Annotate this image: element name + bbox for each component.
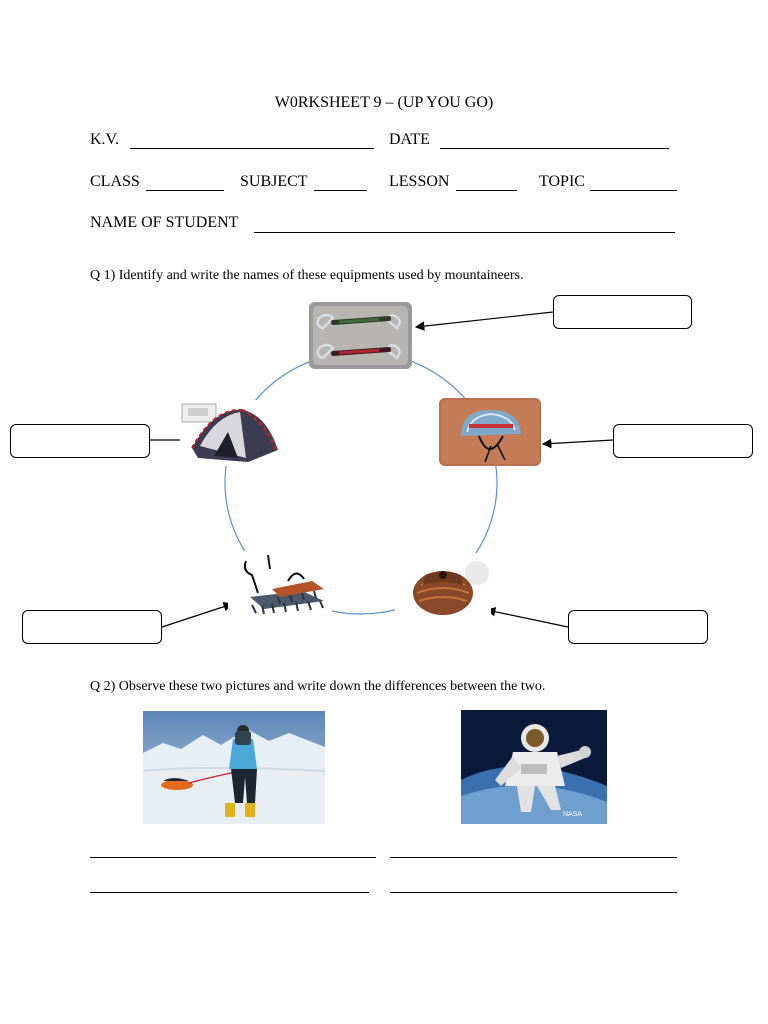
arrow-carabiner (416, 312, 553, 327)
answer-box-rope[interactable] (568, 610, 708, 644)
rope-coil-icon (395, 553, 491, 619)
date-label: DATE (389, 131, 430, 148)
answer-box-helmet[interactable] (613, 424, 753, 458)
tent-icon (180, 400, 281, 466)
answer-line-left-2[interactable] (90, 892, 369, 893)
kv-label: K.V. (90, 131, 120, 148)
arrow-crampons (162, 604, 232, 627)
helmet-icon (439, 398, 541, 466)
topic-label: TOPIC (539, 173, 585, 190)
lesson-label: LESSON (389, 173, 450, 190)
astronaut-photo-caption: NASA (563, 811, 583, 818)
answer-box-tent[interactable] (10, 424, 150, 458)
answer-line-right-1[interactable] (390, 857, 677, 858)
answer-line-right-2[interactable] (390, 892, 677, 893)
arrow-rope (487, 610, 568, 627)
subject-label: SUBJECT (240, 173, 308, 190)
answer-line-left-1[interactable] (90, 857, 376, 858)
mountaineer-photo-icon (143, 711, 325, 824)
astronaut-photo-icon (461, 710, 607, 824)
question-1: Q 1) Identify and write the names of these equipments used by mountaineers. (90, 268, 524, 283)
class-label: CLASS (90, 173, 140, 190)
name-label: NAME OF STUDENT (90, 214, 239, 231)
question-2: Q 2) Observe these two pictures and write down the differences between the two. (90, 679, 546, 694)
answer-box-carabiner[interactable] (553, 295, 692, 329)
carabiner-quickdraw-icon (309, 302, 412, 369)
crampons-icon (228, 551, 332, 619)
worksheet-title: W0RKSHEET 9 – (UP YOU GO) (274, 94, 494, 111)
arrow-helmet (543, 440, 613, 444)
answer-box-crampons[interactable] (22, 610, 162, 644)
